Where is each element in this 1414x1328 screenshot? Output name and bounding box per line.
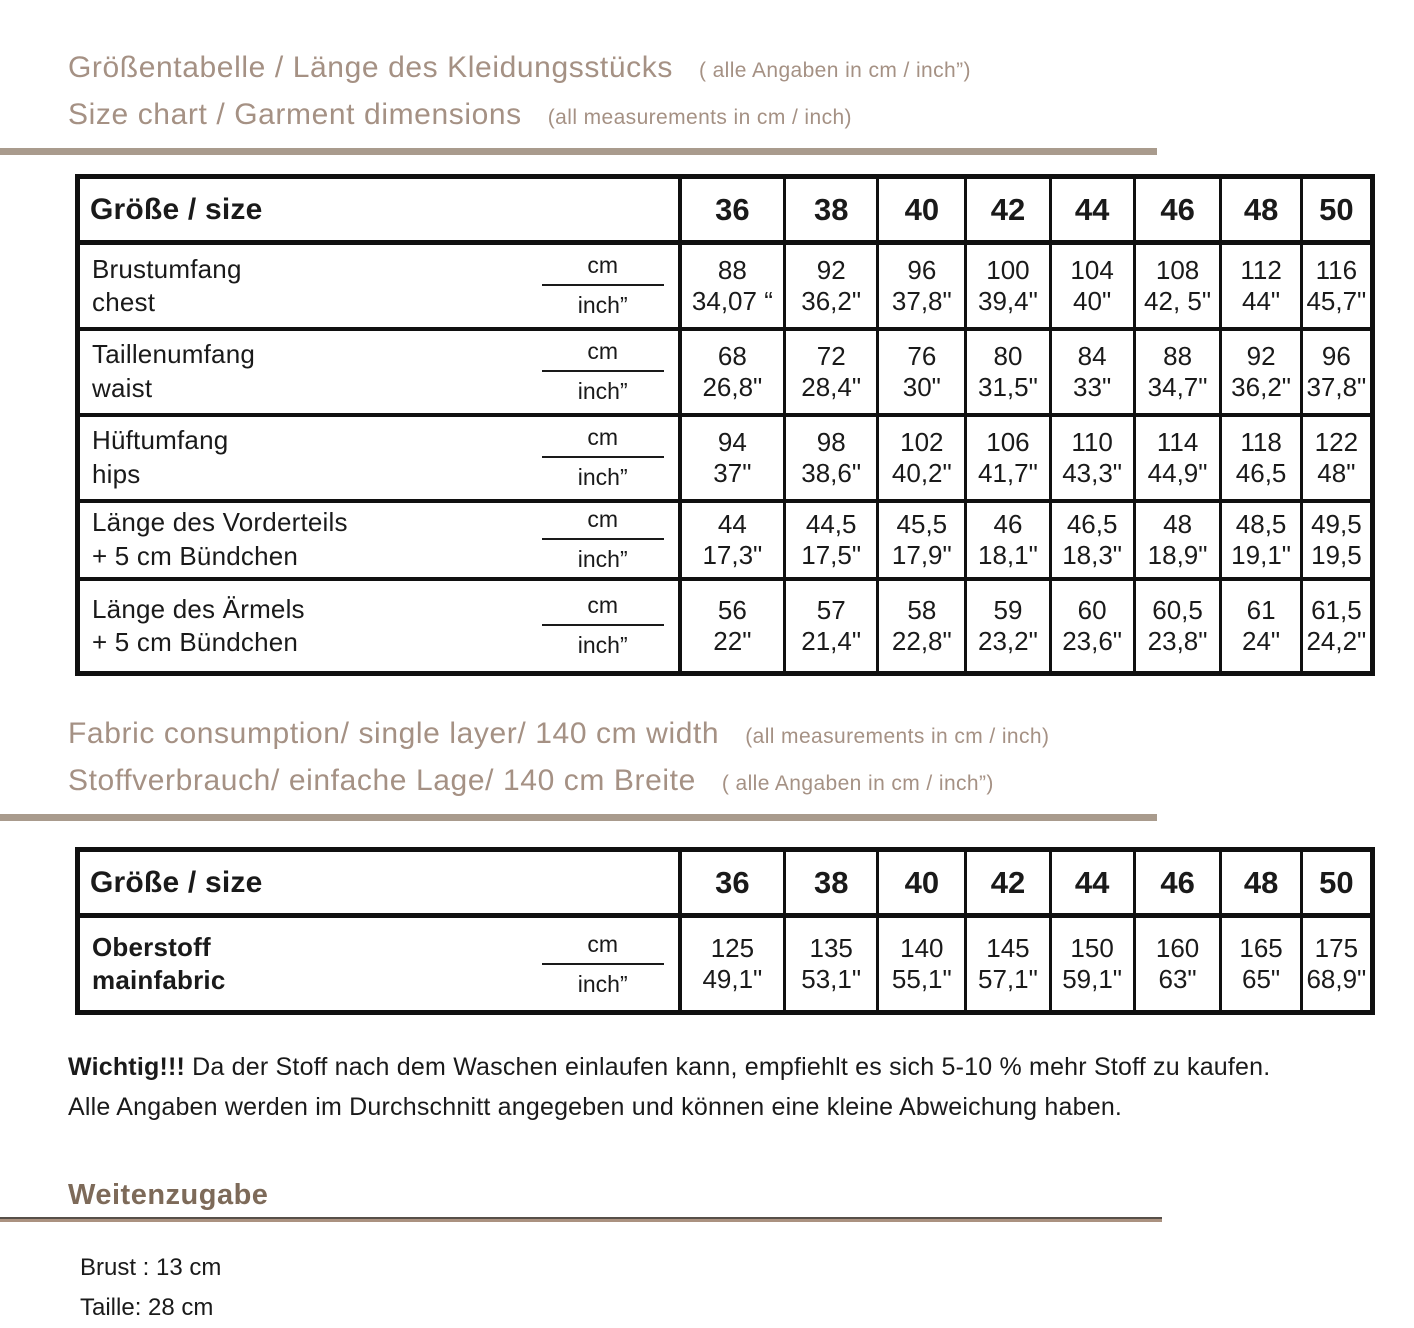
unit-cm: cm (542, 252, 664, 286)
fabric-title-en: Fabric consumption/ single layer/ 140 cm width (68, 717, 720, 750)
value-cell: 58 22,8" (878, 579, 966, 674)
unit-fraction (542, 592, 664, 659)
value-cell: 96 37,8" (1301, 329, 1372, 415)
value-cell: 68 26,8" (680, 329, 785, 415)
sleeve-length-row (78, 579, 1373, 674)
value-cell: 106 41,7" (966, 415, 1050, 501)
value-cell: 48 18,9" (1134, 501, 1221, 579)
value-cell: 104 40" (1050, 243, 1134, 329)
size-column-40: 40 (878, 177, 966, 243)
value-cell: 44 17,3" (680, 501, 785, 579)
value-cell: 92 36,2" (785, 243, 878, 329)
value-cell: 80 31,5" (966, 329, 1050, 415)
row-label-de: Hüftumfang (92, 425, 229, 456)
unit-fraction (542, 252, 664, 319)
unit-inch: inch” (577, 970, 628, 997)
row-label-en: chest (92, 287, 156, 317)
size-column-44: 44 (1050, 850, 1134, 916)
fabric-note-en: (all measurements in cm / inch) (745, 725, 1050, 748)
size-column-44: 44 (1050, 177, 1134, 243)
value-cell: 94 37" (680, 415, 785, 501)
value-cell: 92 36,2" (1221, 329, 1301, 415)
ease-divider-rule (0, 1217, 1162, 1222)
important-note-line2: Alle Angaben werden im Durchschnitt angegeben und können eine kleine Abweichung haben. (68, 1093, 1123, 1121)
value-cell: 140 55,1" (878, 916, 966, 1013)
size-column-36: 36 (680, 850, 785, 916)
value-cell: 60,5 23,8" (1134, 579, 1221, 674)
value-cell: 122 48" (1301, 415, 1372, 501)
value-cell: 118 46,5 (1221, 415, 1301, 501)
size-column-40: 40 (878, 850, 966, 916)
size-column-50: 50 (1301, 850, 1372, 916)
unit-cm: cm (542, 506, 664, 540)
unit-cm: cm (542, 424, 664, 458)
fabric-heading (0, 676, 1414, 806)
mainfabric-label-cell (78, 916, 680, 1013)
waist-row (78, 329, 1373, 415)
size-chart-title-en: Size chart / Garment dimensions (68, 98, 522, 131)
important-note-line1: Da der Stoff nach dem Waschen einlaufen kann, empfiehlt es sich 5-10 % mehr Stoff zu kaufen. (185, 1053, 1271, 1081)
size-chart-table (75, 174, 1375, 676)
divider-rule (0, 148, 1157, 155)
value-cell: 100 39,4" (966, 243, 1050, 329)
unit-fraction (542, 931, 664, 998)
unit-fraction (542, 506, 664, 573)
chest-label-cell (78, 243, 680, 329)
value-cell: 59 23,2" (966, 579, 1050, 674)
value-cell: 57 21,4" (785, 579, 878, 674)
unit-fraction (542, 424, 664, 491)
unit-cm: cm (542, 592, 664, 626)
sleeve-length-label-cell (78, 579, 680, 674)
fabric-consumption-table (75, 847, 1375, 1015)
value-cell: 44,5 17,5" (785, 501, 878, 579)
size-chart-note-de: ( alle Angaben in cm / inch”) (698, 59, 971, 82)
value-cell: 114 44,9" (1134, 415, 1221, 501)
value-cell: 48,5 19,1" (1221, 501, 1301, 579)
value-cell: 116 45,7" (1301, 243, 1372, 329)
size-column-38: 38 (785, 850, 878, 916)
hips-label-cell (78, 415, 680, 501)
value-cell: 165 65" (1221, 916, 1301, 1013)
size-column-46: 46 (1134, 850, 1221, 916)
ease-heading: Weitenzugabe (68, 1179, 269, 1211)
unit-inch: inch” (577, 378, 628, 404)
important-note (68, 1047, 1414, 1127)
value-cell: 61 24" (1221, 579, 1301, 674)
size-column-50: 50 (1301, 177, 1372, 243)
row-label-en: + 5 cm Bündchen (92, 627, 299, 657)
row-label-en: waist (92, 372, 153, 403)
value-cell: 45,5 17,9" (878, 501, 966, 579)
unit-inch: inch” (577, 464, 628, 490)
important-note-bold: Wichtig!!! (68, 1053, 186, 1081)
row-label-de: Länge des Ärmels (92, 593, 305, 624)
size-column-42: 42 (966, 177, 1050, 243)
ease-chest: Brust : 13 cm (80, 1254, 222, 1281)
fabric-note-de: ( alle Angaben in cm / inch”) (721, 772, 994, 795)
size-column-38: 38 (785, 177, 878, 243)
size-chart-note-en: (all measurements in cm / inch) (547, 106, 852, 129)
front-length-row (78, 501, 1373, 579)
size-column-36: 36 (680, 177, 785, 243)
value-cell: 96 37,8" (878, 243, 966, 329)
size-column-48: 48 (1221, 177, 1301, 243)
value-cell: 102 40,2" (878, 415, 966, 501)
ease-waist: Taille: 28 cm (80, 1294, 214, 1321)
value-cell: 160 63" (1134, 916, 1221, 1013)
value-cell: 125 49,1" (680, 916, 785, 1013)
size-header-row (78, 177, 1373, 243)
unit-fraction (542, 338, 664, 405)
size-column-48: 48 (1221, 850, 1301, 916)
fabric-title-de: Stoffverbrauch/ einfache Lage/ 140 cm Breite (68, 764, 696, 797)
ease-values (80, 1248, 1414, 1328)
row-label-de: Brustumfang (92, 253, 242, 284)
value-cell: 88 34,7" (1134, 329, 1221, 415)
chest-row (78, 243, 1373, 329)
value-cell: 88 34,07 “ (680, 243, 785, 329)
size-column-42: 42 (966, 850, 1050, 916)
row-label-de: Taillenumfang (92, 339, 256, 370)
value-cell: 60 23,6" (1050, 579, 1134, 674)
row-label-en: hips (92, 458, 141, 489)
row-label-de: Länge des Vorderteils (92, 507, 348, 538)
size-chart-title-de: Größentabelle / Länge des Kleidungsstücks (68, 51, 673, 84)
unit-inch: inch” (577, 292, 628, 319)
divider-rule (0, 814, 1157, 821)
size-chart-heading (0, 0, 1414, 140)
unit-cm: cm (542, 931, 664, 965)
value-cell: 72 28,4" (785, 329, 878, 415)
hips-row (78, 415, 1373, 501)
value-cell: 84 33" (1050, 329, 1134, 415)
value-cell: 98 38,6" (785, 415, 878, 501)
waist-label-cell (78, 329, 680, 415)
value-cell: 46,5 18,3" (1050, 501, 1134, 579)
value-cell: 112 44" (1221, 243, 1301, 329)
row-label-de: Oberstoff (92, 931, 211, 962)
value-cell: 110 43,3" (1050, 415, 1134, 501)
unit-inch: inch” (577, 546, 628, 572)
value-cell: 49,5 19,5 (1301, 501, 1372, 579)
value-cell: 61,5 24,2" (1301, 579, 1372, 674)
unit-inch: inch” (577, 632, 628, 659)
row-label-en: mainfabric (92, 965, 226, 996)
value-cell: 150 59,1" (1050, 916, 1134, 1013)
value-cell: 145 57,1" (966, 916, 1050, 1013)
value-cell: 175 68,9" (1301, 916, 1372, 1013)
value-cell: 76 30" (878, 329, 966, 415)
size-label-cell: Größe / size (78, 850, 680, 916)
value-cell: 56 22" (680, 579, 785, 674)
unit-cm: cm (542, 338, 664, 372)
row-label-en: + 5 cm Bündchen (92, 540, 299, 571)
value-cell: 135 53,1" (785, 916, 878, 1013)
value-cell: 46 18,1" (966, 501, 1050, 579)
size-label-cell: Größe / size (78, 177, 680, 243)
front-length-label-cell (78, 501, 680, 579)
mainfabric-row (78, 916, 1373, 1013)
size-header-row (78, 850, 1373, 916)
size-column-46: 46 (1134, 177, 1221, 243)
value-cell: 108 42, 5" (1134, 243, 1221, 329)
